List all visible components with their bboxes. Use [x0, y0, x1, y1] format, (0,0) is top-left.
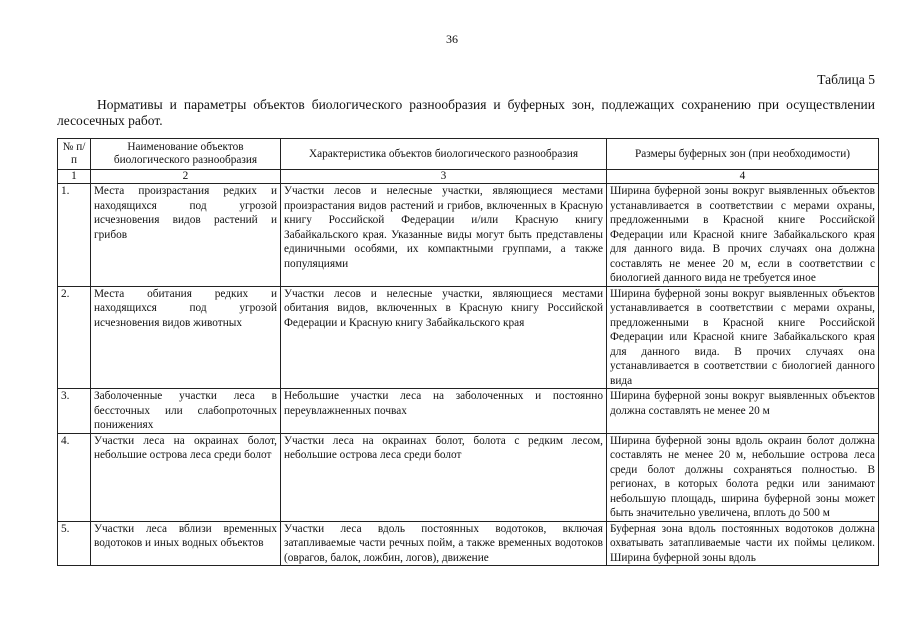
header-name: Наименование объектов биологического разнообразия — [91, 139, 281, 170]
column-number: 3 — [281, 170, 607, 184]
object-characteristic: Участки леса на окраинах болот, болота с редким лесом, небольшие острова леса среди болот — [281, 433, 607, 521]
row-number: 5. — [58, 521, 91, 566]
buffer-zone-size: Ширина буферной зоны вокруг выявленных объектов устанавливается в соответствии с мерами охраны, предложенными в Красной книге Российской Федерации или Красной книге Забайкальского края для данного вида. В прочих случаях она устанавливается в соответствии с биологией данного вида — [607, 286, 879, 389]
object-name: Заболоченные участки леса в бессточных или слабопроточных понижениях — [91, 389, 281, 434]
object-name: Места произрастания редких и находящихся под угрозой исчезновения видов растений и грибов — [91, 184, 281, 287]
table-row — [58, 184, 879, 287]
column-number-row — [58, 170, 879, 184]
buffer-zone-size: Ширина буферной зоны вокруг выявленных объектов устанавливается в соответствии с мерами охраны, предложенными в Красной книге Российской Федерации или Красной книге Забайкальского края для данного вида. В прочих случаях она должна составлять не менее 20 м, если в соответствии с биологией данного вида не требуется иное — [607, 184, 879, 287]
table-row — [58, 389, 879, 434]
object-characteristic: Участки лесов и нелесные участки, являющиеся местами произрастания видов растений и грибов, включенных в Красную книгу Российской Федерации и/или Красную книгу Забайкальского края. Указанные виды могут быть представлены единичными особями, их компактными группами, а также популяциями — [281, 184, 607, 287]
object-characteristic: Небольшие участки леса на заболоченных и постоянно переувлажненных почвах — [281, 389, 607, 434]
object-characteristic: Участки лесов и нелесные участки, являющиеся местами обитания видов, включенных в Красную книгу Российской Федерации и Красную книгу Забайкальского края — [281, 286, 607, 389]
row-number: 1. — [58, 184, 91, 287]
header-number: № п/п — [58, 139, 91, 170]
row-number: 3. — [58, 389, 91, 434]
object-name: Участки леса на окраинах болот, небольшие острова леса среди болот — [91, 433, 281, 521]
norms-table — [57, 138, 879, 566]
row-number: 2. — [58, 286, 91, 389]
header-buffer-size: Размеры буферных зон (при необходимости) — [607, 139, 879, 170]
page-number: 36 — [446, 32, 458, 46]
row-number: 4. — [58, 433, 91, 521]
object-name: Места обитания редких и находящихся под угрозой исчезновения видов животных — [91, 286, 281, 389]
column-number: 4 — [607, 170, 879, 184]
buffer-zone-size: Ширина буферной зоны вдоль окраин болот должна составлять не менее 20 м, небольшие острова леса среди болот должны сохраняться полностью. В регионах, в которых болота редки или занимают небольшую площадь, ширина буферной зоны может быть значительно увеличена, вплоть до 500 м — [607, 433, 879, 521]
table-row — [58, 521, 879, 566]
buffer-zone-size: Буферная зона вдоль постоянных водотоков должна охватывать затапливаемые части их поймы целиком. Ширина буферной зоны вдоль — [607, 521, 879, 566]
buffer-zone-size: Ширина буферной зоны вокруг выявленных объектов должна составлять не менее 20 м — [607, 389, 879, 434]
document-title: Нормативы и параметры объектов биологического разнообразия и буферных зон, подлежащих сохранению при осуществлении лесосечных работ. — [57, 97, 875, 128]
column-number: 1 — [58, 170, 91, 184]
table-caption: Таблица 5 — [817, 72, 875, 87]
column-number: 2 — [91, 170, 281, 184]
object-characteristic: Участки леса вдоль постоянных водотоков, включая затапливаемые части речных пойм, а также временных водотоков (оврагов, балок, ложбин, логов), движение — [281, 521, 607, 566]
table-row — [58, 433, 879, 521]
table-header-row — [58, 139, 879, 170]
table-row — [58, 286, 879, 389]
object-name: Участки леса вблизи временных водотоков и иных водных объектов — [91, 521, 281, 566]
header-characteristic: Характеристика объектов биологического разнообразия — [281, 139, 607, 170]
